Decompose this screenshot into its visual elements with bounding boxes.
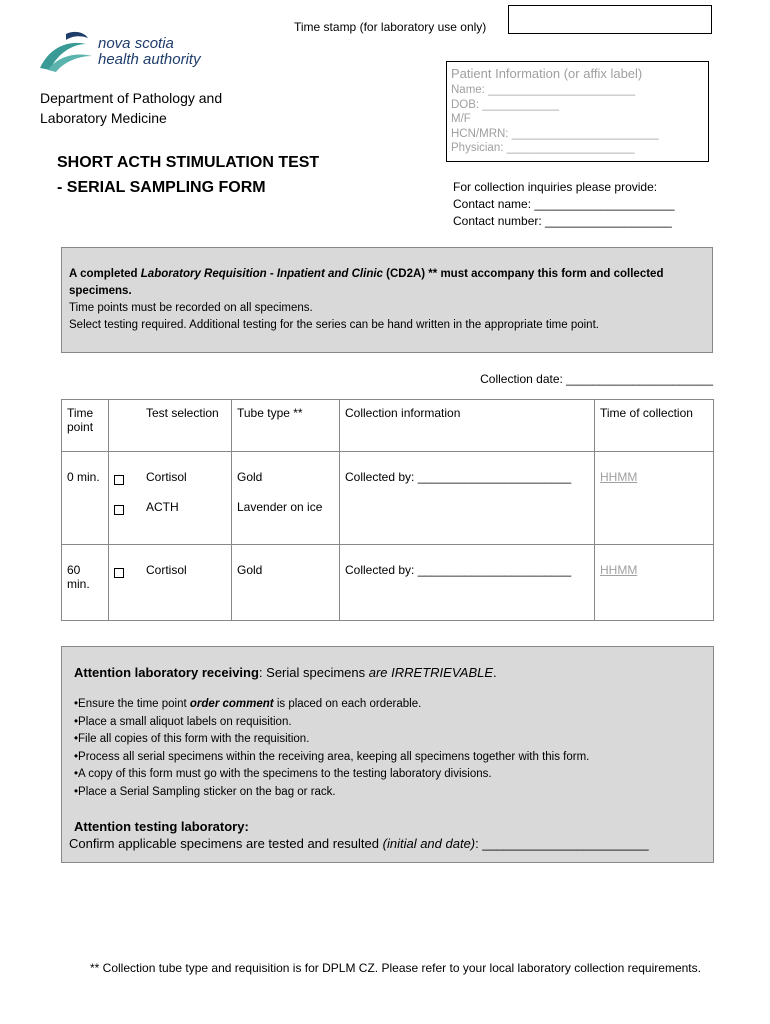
- row0-time-collected[interactable]: HHMM: [600, 470, 638, 484]
- attention-receiving-heading: Attention laboratory receiving: Serial specimens are IRRETRIEVABLE.: [74, 665, 497, 680]
- inquiries-intro: For collection inquiries please provide:: [453, 180, 658, 194]
- contact-number-field[interactable]: Contact number: ___________________: [453, 214, 672, 228]
- patient-info-box[interactable]: [446, 61, 709, 162]
- timestamp-label: Time stamp (for laboratory use only): [294, 20, 487, 34]
- patient-hcn-field[interactable]: HCN/MRN: _______________________: [451, 127, 659, 140]
- attention-box: [61, 646, 714, 863]
- row2-time: 60 min.: [62, 544, 109, 620]
- table-row: [62, 452, 714, 495]
- test-table: [61, 399, 714, 621]
- row1-tube: Lavender on ice: [232, 494, 340, 544]
- patient-physician-field[interactable]: Physician: ____________________: [451, 142, 635, 154]
- table-header-row: [62, 400, 714, 452]
- list-item: •Process all serial specimens within the receiving area, keeping all specimens together with this form.: [74, 750, 590, 763]
- row0-tube: Gold: [232, 452, 340, 495]
- row1-test: ACTH: [141, 494, 232, 544]
- row2-time-collected[interactable]: HHMM: [600, 562, 638, 577]
- list-item: •A copy of this form must go with the specimens to the testing laboratory divisions.: [74, 768, 492, 780]
- list-item: •File all copies of this form with the requisition.: [74, 733, 310, 745]
- receiving-instructions: [74, 696, 706, 801]
- nova-scotia-health-logo: [36, 26, 216, 78]
- checkbox-cortisol-60[interactable]: [114, 568, 124, 578]
- form-title-line1: SHORT ACTH STIMULATION TEST: [57, 154, 320, 171]
- patient-name-field[interactable]: Name: _______________________: [451, 84, 636, 96]
- collection-inquiries: [453, 179, 675, 230]
- logo-line2: health authority: [98, 51, 201, 68]
- department-line1: Department of Pathology and: [40, 90, 223, 106]
- row0-test: Cortisol: [141, 452, 232, 495]
- table-row: [62, 494, 714, 544]
- row2-test: Cortisol: [141, 544, 232, 620]
- department: [40, 88, 222, 128]
- row0-collected-by[interactable]: Collected by: _______________________: [340, 452, 595, 495]
- confirm-line[interactable]: Confirm applicable specimens are tested and resulted (initial and date): _______________________: [69, 836, 649, 851]
- attention-testing-heading: Attention testing laboratory:: [74, 819, 249, 834]
- patient-info-heading: Patient Information (or affix label): [451, 66, 643, 81]
- header-tube-type: Tube type **: [232, 400, 340, 452]
- collection-date-field[interactable]: Collection date: ______________________: [480, 372, 713, 386]
- form-title-line2: - SERIAL SAMPLING FORM: [57, 179, 266, 196]
- timestamp-box[interactable]: [508, 5, 712, 34]
- notice-line1: A completed Laboratory Requisition - Inpatient and Clinic (CD2A) ** must accompany this form and collected specimens.: [69, 268, 664, 297]
- footnote: ** Collection tube type and requisition is for DPLM CZ. Please refer to your local laboratory collection requirements.: [90, 961, 701, 975]
- header-time-of-collection: Time of collection: [595, 400, 714, 452]
- table-row: [62, 544, 714, 620]
- header-time-point: Time point: [62, 400, 109, 452]
- logo-swoosh-icon: [36, 26, 216, 78]
- contact-name-field[interactable]: Contact name: _____________________: [453, 197, 675, 211]
- logo-line1: nova scotia: [98, 35, 174, 52]
- requisition-notice: [61, 247, 713, 353]
- list-item: •Ensure the time point order comment is placed on each orderable.: [74, 698, 422, 710]
- notice-line2: Time points must be recorded on all specimens.: [69, 302, 313, 314]
- row2-tube: Gold: [232, 544, 340, 620]
- row2-collected-by[interactable]: Collected by: _______________________: [340, 544, 595, 620]
- checkbox-cortisol-0[interactable]: [114, 475, 124, 485]
- row0-time: 0 min.: [62, 452, 109, 545]
- department-line2: Laboratory Medicine: [40, 110, 167, 126]
- form-title: [57, 150, 319, 200]
- list-item: •Place a small aliquot labels on requisition.: [74, 715, 292, 728]
- patient-sex-field[interactable]: M/F: [451, 113, 471, 125]
- patient-dob-field[interactable]: DOB: ____________: [451, 98, 560, 111]
- header-test-selection: Test selection: [141, 400, 232, 452]
- list-item: •Place a Serial Sampling sticker on the bag or rack.: [74, 785, 336, 798]
- header-collection-info: Collection information: [340, 400, 595, 452]
- checkbox-acth-0[interactable]: [114, 505, 124, 515]
- notice-line3: Select testing required. Additional testing for the series can be hand written in the appropriate time point.: [69, 319, 599, 331]
